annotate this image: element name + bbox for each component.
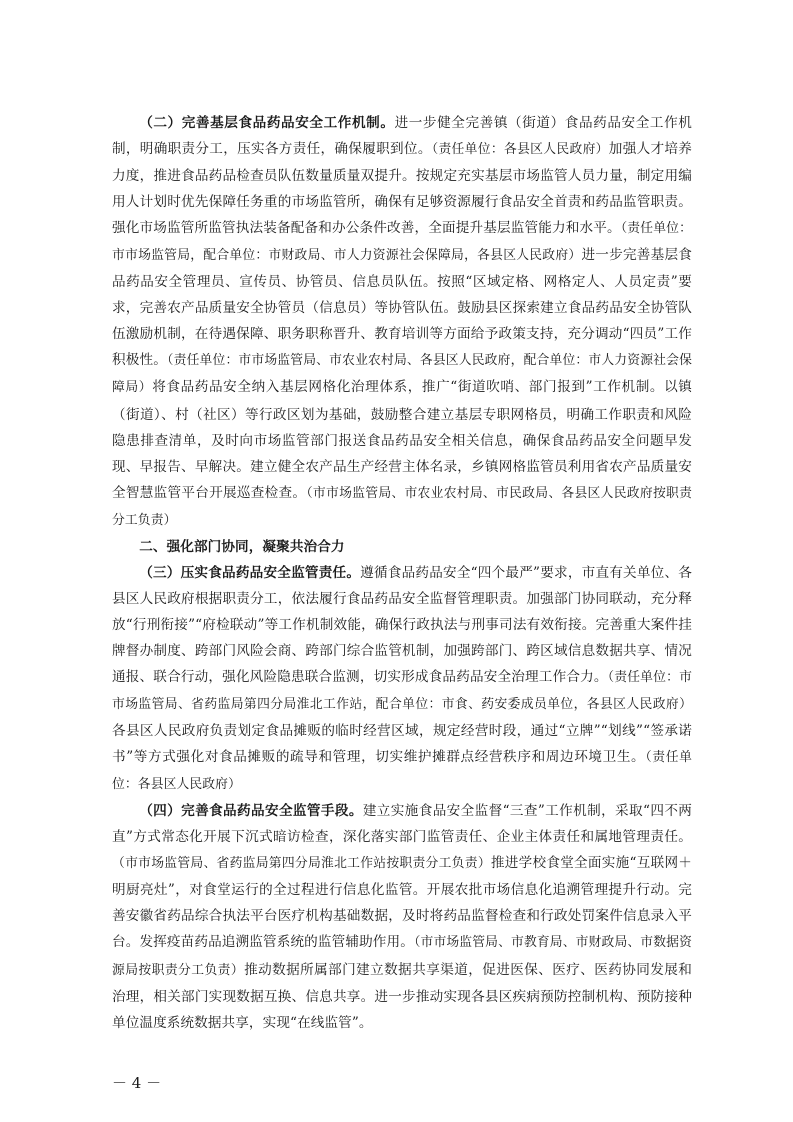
page-number: － 4 － [112, 1074, 162, 1092]
paragraph-4 [112, 798, 692, 1035]
paragraph-text: 建立实施食品安全监督“三查”工作机制，采取“四不两直”方式常态化开展下沉式暗访检查，深化落实部门监管责任、企业主体责任和属地管理责任。 [112, 803, 692, 846]
section-heading: 二、强化部门协同，凝聚共治合力 [139, 538, 345, 555]
paragraph-text: 将食品药品安全纳入基层网格化治理体系，推广“街道吹哨、部门报到”工作机制。以镇（街道）、村（社区）等行政区划为基础，鼓励整合建立基层专职网格员，明确工作职责和风险隐患排查清单，及时向市场监管部门报送食品药品安全相关信息，确保食品药品安全问题早发现、早报告、早解决。建立健全农产品生产经营主体名录，乡镇网格监管员利用省农产品质量安全智慧监管平台开展巡查检查。 [112, 379, 692, 501]
responsibility-note: （责任单位：市市场监管局，配合单位：市财政局、市人力资源社会保障局，各县区人民政府） [112, 221, 692, 264]
paragraph-text: 进一步健全完善镇（街道）食品药品安全工作机制，明确职责分工，压实各方责任，确保履职到位。 [112, 115, 692, 158]
responsibility-note: （责任单位：各县区人民政府） [431, 142, 609, 158]
paragraph-2 [112, 110, 692, 534]
paragraph-text: 遵循食品药品安全“四个最严”要求，市直有关单位、各县区人民政府根据职责分工，依法履行食品药品安全监督管理职责。加强部门协同联动，充分释放“行刑衔接”“府检联动”等工作机制效能，确保行政执法与刑事司法有效衔接。完善重大案件挂牌督办制度、跨部门风险会商、跨部门综合监管机制，加强跨部门、跨区域信息数据共享、情况通报、联合行动，强化风险隐患联合监测，切实形成食品药品安全治理工作合力。 [112, 564, 692, 685]
responsibility-note: （责任单位：市市场监管局、市农业农村局、各县区人民政府，配合单位：市人力资源社会保障局） [112, 353, 693, 396]
responsibility-note: （市市场监管局、市农业农村局、市民政局、各县区人民政府按职责分工负责） [112, 485, 692, 528]
responsibility-note: （责任单位：各县区人民政府） [112, 750, 692, 793]
responsibility-note: （市市场监管局、省药监局第四分局淮北工作站按职责分工负责） [112, 856, 491, 872]
responsibility-note: （市市场监管局、市教育局、市财政局、市数据资源局按职责分工负责） [112, 935, 692, 978]
paragraph-heading: （二）完善基层食品药品安全工作机制。 [139, 115, 395, 131]
responsibility-note: （责任单位：市市场监管局、省药监局第四分局淮北工作站，配合单位：市食、药安委成员单位，各县区人民政府） [112, 669, 692, 713]
paragraph-text: 加强人才培养力度，推进食品药品检查员队伍数量质量双提升。按规定充实基层市场监管人员力量，制定用编用人计划时优先保障任务重的市场监管所，确保有足够资源履行食品安全首责和药品监管职责。强化市场监管所监管执法装备配备和办公条件改善，全面提升基层监管能力和水平。 [112, 141, 692, 237]
document-body [112, 110, 692, 1036]
paragraph-text: 推动数据所属部门建立数据共享渠道，促进医保、医疗、医药协同发展和治理，相关部门实现数据互换、信息共享。进一步推动实现各县区疾病预防控制机构、预防接种单位温度系统数据共享，实现“在线监管”。 [112, 961, 693, 1031]
paragraph-heading: （三）压实食品药品安全监管责任。 [139, 564, 361, 581]
paragraph-3 [112, 560, 692, 798]
paragraph-heading: （四）完善食品药品安全监管手段。 [139, 803, 363, 820]
paragraph-text: 推进学校食堂全面实施“互联网＋明厨亮灶”，对食堂运行的全过程进行信息化监管。开展农批市场信息化追溯管理提升行动。完善安徽省药品综合执法平台医疗机构基础数据，及时将药品监督检查和行政处罚案件信息录入平台。发挥疫苗药品追溯监管系统的监管辅助作用。 [112, 855, 693, 951]
paragraph-text: 进一步完善基层食品药品安全管理员、宣传员、协管员、信息员队伍。按照“区域定格、网格定人、人员定责”要求，完善农产品质量安全协管员（信息员）等协管队伍。鼓励县区探索建立食品药品安全协管队伍激励机制，在待遇保障、职务职称晋升、教育培训等方面给予政策支持，充分调动“四员”工作积极性。 [112, 247, 692, 369]
paragraph-text: 各县区人民政府负责划定食品摊贩的临时经营区域，规定经营时段，通过“立牌”“划线”“签承诺书”等方式强化对食品摊贩的疏导和管理，切实维护摊群点经营秩序和周边环境卫生。 [112, 723, 692, 766]
